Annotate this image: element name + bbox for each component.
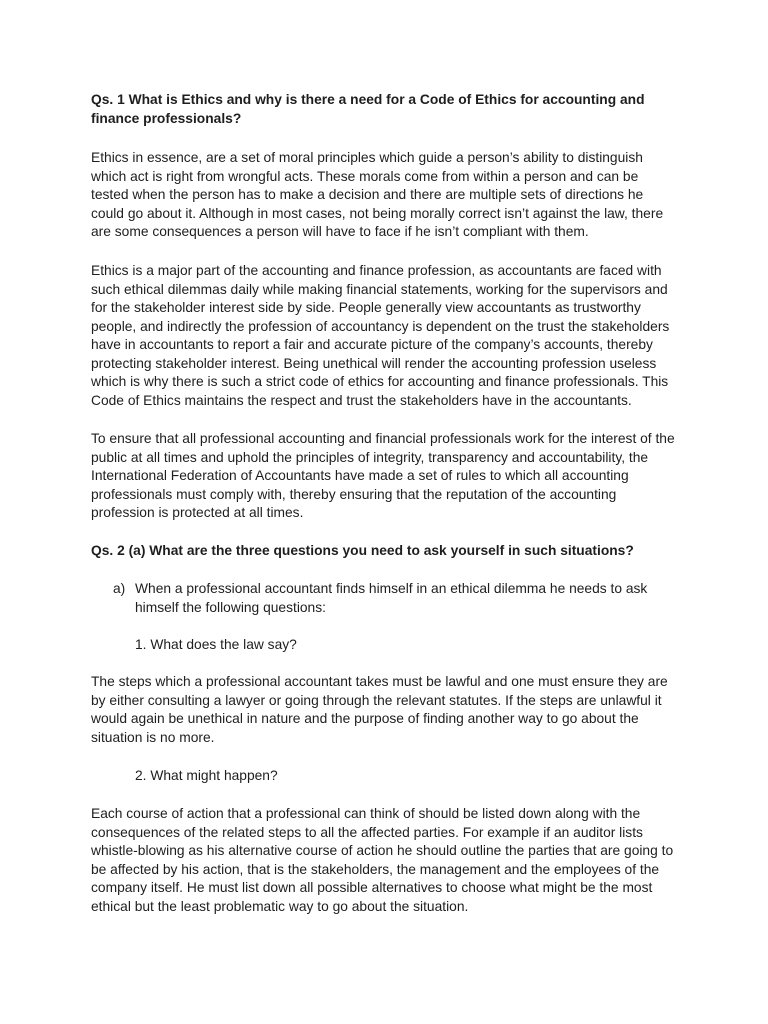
text-line: would again be unethical in nature and the purpose of finding another way to go about the (91, 711, 639, 726)
text-line: have in accountants to report a fair and accurate picture of the company’s accounts, thereby (91, 337, 653, 352)
text-line: International Federation of Accountants have made a set of rules to which all accounting (91, 468, 629, 483)
heading-line: finance professionals? (91, 110, 242, 126)
text-line: Ethics in essence, are a set of moral principles which guide a person’s ability to distinguish (91, 150, 643, 165)
text-line: Each course of action that a professional can think of should be listed down along with the (91, 806, 641, 821)
text-line: Code of Ethics maintains the respect and trust the stakeholders have in the accountants. (91, 392, 632, 408)
paragraph (91, 262, 688, 410)
text-line: could go about it. Although in most cases, not being morally correct isn’t against the law, there (91, 205, 664, 221)
list-marker: a) (113, 581, 126, 596)
text-line: himself the following questions: (135, 599, 326, 615)
text-line: When a professional accountant finds himself in an ethical dilemma he needs to ask (135, 581, 648, 596)
text-line: public at all times and uphold the principles of integrity, transparency and accountability, the (91, 449, 649, 465)
text-line: Ethics is a major part of the accounting and finance profession, as accountants are faced with (91, 263, 662, 278)
heading-line: Qs. 2 (a) What are the three questions you need to ask yourself in such situations? (91, 543, 634, 558)
text-line: people, and indirectly the profession of accountancy is dependent on the trust the stakeholders (91, 318, 670, 334)
text-line: protecting stakeholder interest. Being unethical will render the accounting profession useless (91, 355, 657, 371)
question2-heading (91, 542, 688, 561)
text-line: professionals must comply with, thereby ensuring that the reputation of the accounting (91, 486, 617, 502)
text-line: for the stakeholder interest side by side. People generally view accountants as trustworthy (91, 300, 641, 315)
sub-question-label: 1. What does the law say? (135, 637, 297, 652)
text-line: such ethical dilemmas daily while making financial statements, working for the supervisors and (91, 281, 668, 297)
text-line: which act is right from wrongful acts. These morals come from within a person and can be (91, 168, 639, 184)
paragraph (91, 430, 688, 523)
heading-line: Qs. 1 What is Ethics and why is there a need for a Code of Ethics for accounting and (91, 92, 645, 107)
text-line: be affected by his action, that is the stakeholders, the management and the employees of the (91, 861, 660, 877)
question1-heading (91, 91, 688, 128)
text-line: tested when the person has to make a decision and there are multiple sets of directions he (91, 187, 644, 202)
text-line: situation is no more. (91, 729, 215, 745)
text-line: which is why there is such a strict code of ethics for accounting and finance professionals. This (91, 374, 669, 389)
list-item (135, 580, 688, 617)
text-line: ethical but the least problematic way to go about the situation. (91, 898, 469, 914)
text-line: profession is protected at all times. (91, 505, 304, 520)
text-line: are some consequences a person will have to face if he isn’t compliant with them. (91, 224, 589, 239)
text-line: consequences of the related steps to all the affected parties. For example if an auditor lists (91, 824, 643, 840)
paragraph (91, 149, 688, 242)
text-line: The steps which a professional accountant takes must be lawful and one must ensure they are (91, 674, 668, 689)
text-line: company itself. He must list down all possible alternatives to choose what might be the most (91, 880, 653, 895)
sub-question-label: 2. What might happen? (135, 768, 278, 783)
text-line: To ensure that all professional accounting and financial professionals work for the interest of the (91, 431, 675, 446)
sub-question-1 (135, 636, 688, 655)
paragraph (91, 673, 688, 747)
text-line: whistle-blowing as his alternative course of action he should outline the parties that are going to (91, 843, 674, 858)
sub-question-2 (135, 767, 688, 786)
text-line: by either consulting a lawyer or going through the relevant statutes. If the steps are unlawful it (91, 692, 662, 708)
paragraph (91, 805, 688, 916)
